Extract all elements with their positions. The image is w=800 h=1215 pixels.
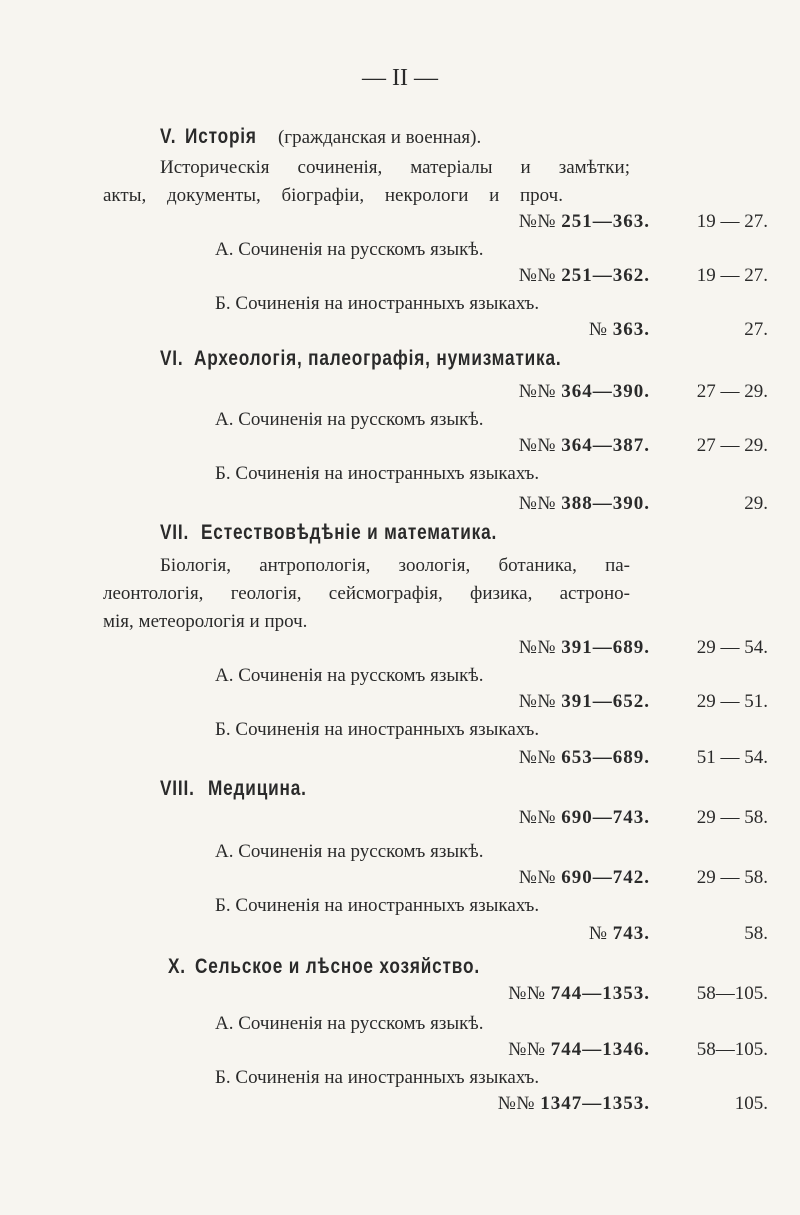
subsection-b-page-range: 27. [744,319,768,340]
subsection-b-label: Б. Сочиненія на иностранныхъ языкахъ. [215,293,540,314]
subsection-a-page-range: 29 — 58. [696,867,768,888]
section-description-line: акты, документы, біографіи, некрологи и проч. [103,185,563,206]
section-number-range: №№ 690—743. [518,807,650,828]
section-description-line: мія, метеорологія и проч. [103,611,308,632]
section-title: Исторія [185,125,257,148]
subsection-b-number-range: № 363. [588,319,650,340]
section-heading-vi [160,344,642,373]
subsection-a-label: А. Сочиненія на русскомъ языкѣ. [215,841,484,862]
subsection-a-number-range: №№ 251—362. [518,265,650,286]
section-description-line: Историческія сочиненія, матеріалы и замѣтки; [160,157,630,178]
section-title: Естествовѣдѣніе и математика. [200,521,497,544]
subsection-b-page-range: 29. [744,493,768,514]
subsection-b-number-range: №№ 1347—1353. [497,1093,650,1114]
section-page-range: 27 — 29. [696,381,768,402]
subsection-a-label: А. Сочиненія на русскомъ языкѣ. [215,239,484,260]
subsection-a-number-range: №№ 744—1346. [508,1039,650,1060]
subsection-b-label: Б. Сочиненія на иностранныхъ языкахъ. [215,895,540,916]
section-number: V. [160,125,177,148]
section-number: VI. [160,347,184,370]
subsection-a-label: А. Сочиненія на русскомъ языкѣ. [215,665,484,686]
section-heading-viii [160,774,328,803]
subsection-b-number-range: №№ 388—390. [518,493,650,514]
subsection-a-number-range: №№ 690—742. [518,867,650,888]
subsection-b-label: Б. Сочиненія на иностранныхъ языкахъ. [215,1067,540,1088]
section-page-range: 19 — 27. [696,211,768,232]
section-heading-x [168,952,543,981]
section-page-range: 58—105. [696,983,768,1004]
section-number-range: №№ 744—1353. [508,983,650,1004]
subsection-b-label: Б. Сочиненія на иностранныхъ языкахъ. [215,463,540,484]
section-title: Медицина. [207,777,307,800]
section-description-line: Біологія, антропологія, зоологія, ботаника, па- [160,555,630,576]
section-number-range: №№ 391—689. [518,637,650,658]
subsection-b-number-range: № 743. [588,923,650,944]
subsection-a-number-range: №№ 364—387. [518,435,650,456]
section-description-line: леонтологія, геологія, сейсмографія, физика, астроно- [103,583,630,604]
section-number: X. [168,955,186,978]
subsection-b-page-range: 51 — 54. [696,747,768,768]
section-number-range: №№ 364—390. [518,381,650,402]
section-number: VII. [160,521,190,544]
subsection-a-page-range: 27 — 29. [696,435,768,456]
subsection-b-label: Б. Сочиненія на иностранныхъ языкахъ. [215,719,540,740]
subsection-a-label: А. Сочиненія на русскомъ языкѣ. [215,1013,484,1034]
section-number: VIII. [160,777,195,800]
section-heading-v [160,122,481,152]
subsection-a-page-range: 58—105. [696,1039,768,1060]
subsection-b-number-range: №№ 653—689. [518,747,650,768]
section-subtitle: (гражданская и военная). [277,127,482,148]
page-folio: — II — [362,65,438,91]
subsection-a-page-range: 29 — 51. [696,691,768,712]
subsection-b-page-range: 105. [734,1093,768,1114]
section-page-range: 29 — 54. [696,637,768,658]
section-number-range: №№ 251—363. [518,211,650,232]
section-heading-vii [160,518,562,547]
subsection-b-page-range: 58. [744,923,768,944]
subsection-a-page-range: 19 — 27. [696,265,768,286]
subsection-a-label: А. Сочиненія на русскомъ языкѣ. [215,409,484,430]
section-title: Археологія, палеографія, нумизматика. [193,347,562,370]
section-page-range: 29 — 58. [696,807,768,828]
section-title: Сельское и лѣсное хозяйство. [195,955,481,978]
subsection-a-number-range: №№ 391—652. [518,691,650,712]
